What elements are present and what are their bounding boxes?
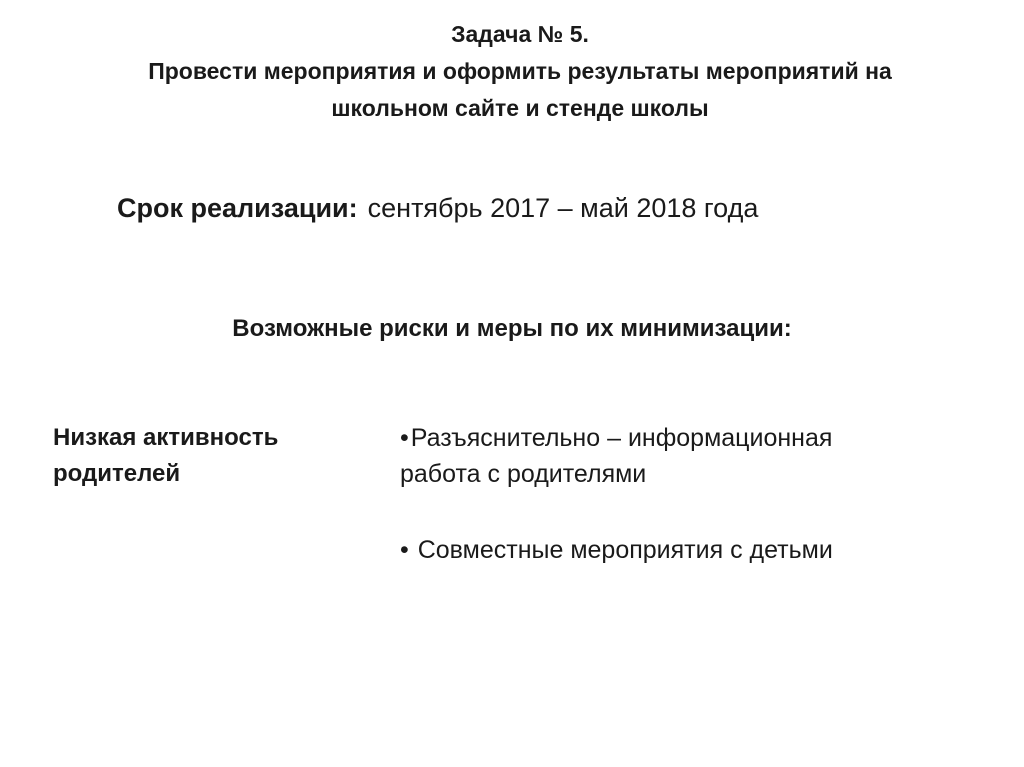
risks-heading: Возможные риски и меры по их минимизации: xyxy=(232,315,792,342)
bullet-icon: • xyxy=(400,536,409,564)
measures-list xyxy=(400,420,1000,568)
measure-text-line-2: работа с родителями xyxy=(400,460,647,488)
deadline-label: Срок реализации: xyxy=(117,193,358,223)
measure-item xyxy=(400,420,1000,492)
risk-name-line-1: Низкая активность xyxy=(53,424,279,451)
title-line-3: школьном сайте и стенде школы xyxy=(331,95,709,121)
risk-name xyxy=(53,420,373,492)
measure-text-line-1: Совместные мероприятия с детьми xyxy=(410,536,833,564)
title-line-1: Задача № 5. xyxy=(451,21,589,47)
bullet-icon: • xyxy=(400,424,409,452)
risk-name-line-2: родителей xyxy=(53,460,181,487)
deadline-value: сентябрь 2017 – май 2018 года xyxy=(367,193,759,223)
title-line-2: Провести мероприятия и оформить результаты мероприятий на xyxy=(148,58,892,84)
measure-item xyxy=(400,532,1000,568)
deadline-row xyxy=(117,190,758,226)
measure-text-line-1: Разъяснительно – информационная xyxy=(410,424,833,452)
slide-title xyxy=(20,16,1020,127)
